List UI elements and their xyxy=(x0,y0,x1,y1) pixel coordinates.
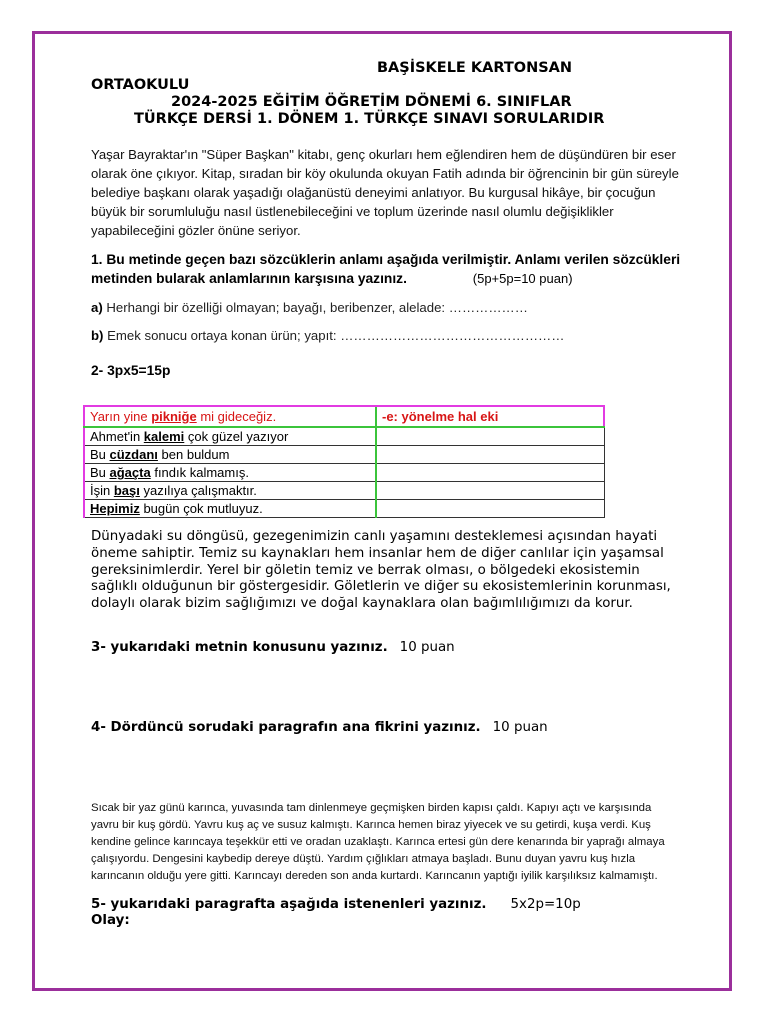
question-4-points: 10 puan xyxy=(492,720,548,735)
school-name-line2: ORTAOKULU xyxy=(91,77,190,93)
water-cycle-paragraph: Dünyadaki su döngüsü, gezegenimizin canlı yaşamını desteklemesi açısından hayati öneme sahiptir. Temiz su kaynakları hem insanlar hem de diğer canlılar için yaşamsal gereksinimlerdir. Yerel bir göletin temiz ve berrak olması, o bölgedeki ekosistemin sağlıklı olduğunun bir göstergesidir. Göletlerin ve diğer su ekosistemlerinin korunması, dolaylı olarak bizim sağlığımızı ve doğal kaynaklara olan bağımlılığımızı da korur. xyxy=(91,529,671,612)
suffix-table-row xyxy=(84,427,604,446)
exam-title-line1: 2024-2025 EĞİTİM ÖĞRETİM DÖNEMİ 6. SINIFLAR xyxy=(171,94,572,110)
option-b-label: b) xyxy=(91,328,104,343)
question-3-points: 10 puan xyxy=(399,640,455,655)
question-3 xyxy=(91,640,455,655)
question-5-points: 5x2p=10p xyxy=(510,897,581,912)
sentence-cell xyxy=(84,500,376,518)
answer-cell xyxy=(376,482,604,500)
suffix-table-row xyxy=(84,464,604,482)
sentence-target-word: kalemi xyxy=(143,429,185,444)
question-4 xyxy=(91,720,548,735)
sentence-target-word: cüzdanı xyxy=(109,447,158,462)
suffix-table-row xyxy=(84,500,604,518)
question-1-option-a xyxy=(91,300,528,315)
question-3-text: 3- yukarıdaki metnin konusunu yazınız. xyxy=(91,640,388,655)
question-1 xyxy=(91,250,681,288)
answer-cell xyxy=(376,427,604,446)
exam-title-line2: TÜRKÇE DERSİ 1. DÖNEM 1. TÜRKÇE SINAVI SORULARIDIR xyxy=(134,111,605,127)
question-1-text: 1. Bu metinde geçen bazı sözcüklerin anlamı aşağıda verilmiştir. Anlamı verilen sözcükleri metinden bularak anlamlarının karşısına yazınız. xyxy=(91,252,681,286)
ant-story-paragraph: Sıcak bir yaz günü karınca, yuvasında tam dinlenmeye geçmişken birden kapısı çaldı. Kapıyı açtı ve karşısında yavru bir kuş gördü. Yavru kuş aç ve susuz kalmıştı. Karınca hemen biraz yiyecek ve su getirdi, kuşa verdi. Kuş kendine gelince karıncaya teşekkür etti ve oradan uzaklaştı. Karınca ertesi gün dere kenarında bir yaprağı almaya çalışıyordu. Dengesini kaybedip dereye düştü. Yardım çığlıkları atmaya başladı. Bunu duyan yavru kuş hızla karıncanın olduğu yere gitti. Karıncayı dereden son anda kurtardı. Karıncanın yaptığı iyilik karşılıksız kalmamıştı. xyxy=(91,802,665,882)
sentence-cell xyxy=(84,427,376,446)
sentence-pre: Yarın yine xyxy=(90,409,152,424)
question-5 xyxy=(91,897,581,912)
sentence-post: çok güzel yazıyor xyxy=(184,429,289,444)
sentence-target-word: pikniğe xyxy=(151,409,197,424)
sentence-target-word: başı xyxy=(113,483,140,498)
option-a-text: Herhangi bir özelliği olmayan; bayağı, beribenzer, alelade: ……………… xyxy=(106,300,528,315)
sentence-cell xyxy=(84,406,376,427)
answer-cell xyxy=(376,464,604,482)
suffix-table-row xyxy=(84,446,604,464)
suffix-table xyxy=(83,405,605,518)
sentence-pre: Bu xyxy=(90,465,110,480)
sentence-pre: Bu xyxy=(90,447,110,462)
intro-paragraph: Yaşar Bayraktar'ın "Süper Başkan" kitabı, genç okurları hem eğlendiren hem de düşündüren bir eser olarak öne çıkıyor. Kitap, sıradan bir köy okulunda okuyan Fatih adında bir öğrencinin bir gün süreyle belediye başkanı olarak yaşadığı olağanüstü deneyimi anlatıyor. Bu kurgusal hikâye, bir çocuğun büyük bir sorumluluğu nasıl üstlenebileceğini ve toplum üzerinde nasıl olumlu değişiklikler yapabileceğini gözler önüne seriyor. xyxy=(91,147,679,238)
question-1-option-b xyxy=(91,328,564,343)
sentence-cell xyxy=(84,464,376,482)
answer-cell: -e: yönelme hal eki xyxy=(376,406,604,427)
question-5-olay-label: Olay: xyxy=(91,913,130,928)
question-2-title: 2- 3px5=15p xyxy=(91,363,171,378)
sentence-target-word: ağaçta xyxy=(109,465,151,480)
option-b-text: Emek sonucu ortaya konan ürün; yapıt: …………………………………………… xyxy=(107,328,565,343)
option-a-label: a) xyxy=(91,300,103,315)
sentence-pre: İşin xyxy=(90,483,114,498)
question-4-text: 4- Dördüncü sorudaki paragrafın ana fikrini yazınız. xyxy=(91,720,481,735)
suffix-table-row xyxy=(84,482,604,500)
sentence-target-word: Hepimiz xyxy=(90,501,140,516)
suffix-table-row xyxy=(84,406,604,427)
sentence-pre: Ahmet'in xyxy=(90,429,144,444)
question-5-text: 5- yukarıdaki paragrafta aşağıda istenenleri yazınız. xyxy=(91,897,487,912)
answer-cell xyxy=(376,446,604,464)
answer-cell xyxy=(376,500,604,518)
sentence-post: mi gideceğiz. xyxy=(196,409,277,424)
sentence-cell xyxy=(84,482,376,500)
sentence-post: bugün çok mutluyuz. xyxy=(139,501,263,516)
school-name-line1: BAŞİSKELE KARTONSAN xyxy=(377,60,573,76)
sentence-post: yazılıya çalışmaktır. xyxy=(139,483,257,498)
sentence-post: fındık kalmamış. xyxy=(150,465,249,480)
question-1-points: (5p+5p=10 puan) xyxy=(472,271,573,286)
sentence-post: ben buldum xyxy=(157,447,230,462)
sentence-cell xyxy=(84,446,376,464)
